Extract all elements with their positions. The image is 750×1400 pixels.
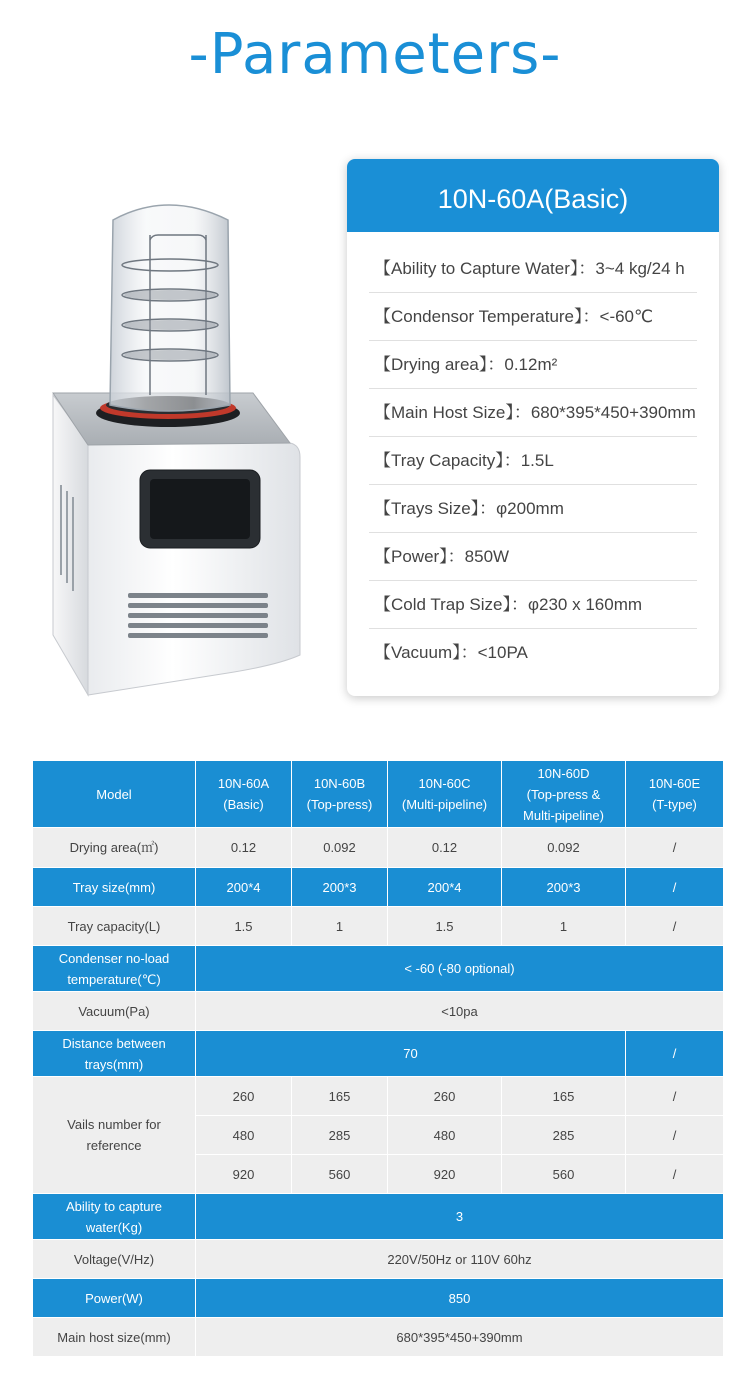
row-label-voltage: Voltage(V/Hz) [33, 1240, 196, 1279]
table-cell: 200*3 [502, 868, 626, 907]
spec-condensor-temperature: 【Condensor Temperature】：<-60℃ [369, 293, 697, 341]
table-cell: 165 [292, 1077, 388, 1116]
row-label-capture-water: Ability to capture water(Kg) [33, 1194, 196, 1240]
parameter-table [32, 760, 724, 1357]
table-cell: 920 [388, 1155, 502, 1194]
spec-vacuum: 【Vacuum】：<10PA [374, 643, 528, 662]
header-model: Model [33, 761, 196, 828]
table-cell: / [626, 1031, 724, 1077]
table-cell: 680*395*450+390mm [196, 1318, 724, 1357]
table-cell: 0.092 [502, 828, 626, 868]
spec-drying-area: 【Drying area】：0.12m² [369, 341, 697, 389]
table-row [33, 907, 724, 946]
spec-cold-trap-size: 【Cold Trap Size】：φ230 x 160mm [369, 581, 697, 629]
table-cell: 920 [196, 1155, 292, 1194]
table-cell: 0.12 [196, 828, 292, 868]
spec-main-host-size: 【Main Host Size】：680*395*450+390mm [369, 389, 697, 437]
table-cell: / [626, 868, 724, 907]
table-row [33, 828, 724, 868]
header-10n-60a: 10N-60A (Basic) [196, 761, 292, 828]
table-cell: 1.5 [388, 907, 502, 946]
table-row [33, 1240, 724, 1279]
header-10n-60e: 10N-60E (T-type) [626, 761, 724, 828]
table-cell: / [626, 907, 724, 946]
table-cell: 285 [292, 1116, 388, 1155]
row-label-power: Power(W) [33, 1279, 196, 1318]
table-cell: / [626, 1116, 724, 1155]
table-header-row [33, 761, 724, 828]
table-row [33, 946, 724, 992]
spec-card [347, 159, 719, 696]
row-label-vails-number: Vails number for reference [33, 1077, 196, 1194]
row-label-tray-capacity: Tray capacity(L) [33, 907, 196, 946]
table-cell: 220V/50Hz or 110V 60hz [196, 1240, 724, 1279]
table-cell: 1 [292, 907, 388, 946]
table-cell: 200*4 [388, 868, 502, 907]
table-cell: 560 [292, 1155, 388, 1194]
table-row [33, 1194, 724, 1240]
table-cell: 260 [196, 1077, 292, 1116]
row-label-drying-area: Drying area(㎡) [33, 828, 196, 868]
table-cell: 480 [196, 1116, 292, 1155]
spec-card-title: 10N-60A(Basic) [347, 159, 719, 232]
table-cell: 0.092 [292, 828, 388, 868]
table-cell: / [626, 1155, 724, 1194]
table-row [33, 1318, 724, 1357]
header-10n-60d: 10N-60D (Top-press & Multi-pipeline) [502, 761, 626, 828]
row-label-vacuum: Vacuum(Pa) [33, 992, 196, 1031]
table-cell: 1 [502, 907, 626, 946]
table-cell: 560 [502, 1155, 626, 1194]
table-cell: / [626, 828, 724, 868]
spec-list [347, 232, 719, 677]
row-label-condenser-temperature: Condenser no-load temperature(℃) [33, 946, 196, 992]
table-row [33, 992, 724, 1031]
header-10n-60c: 10N-60C (Multi-pipeline) [388, 761, 502, 828]
table-cell: 165 [502, 1077, 626, 1116]
table-row [33, 1077, 724, 1116]
table-row [33, 1279, 724, 1318]
table-cell: 1.5 [196, 907, 292, 946]
page-title: -Parameters- [188, 22, 562, 87]
spec-tray-capacity: 【Tray Capacity】：1.5L [369, 437, 697, 485]
freeze-dryer-image [28, 195, 318, 715]
table-cell: 0.12 [388, 828, 502, 868]
table-cell: 200*3 [292, 868, 388, 907]
table-cell: 3 [196, 1194, 724, 1240]
table-cell: 200*4 [196, 868, 292, 907]
row-label-main-host-size: Main host size(mm) [33, 1318, 196, 1357]
table-row [33, 1031, 724, 1077]
table-cell: 850 [196, 1279, 724, 1318]
table-cell: < -60 (-80 optional) [196, 946, 724, 992]
spec-trays-size: 【Trays Size】：φ200mm [369, 485, 697, 533]
row-label-distance-between-trays: Distance between trays(mm) [33, 1031, 196, 1077]
header-10n-60b: 10N-60B (Top-press) [292, 761, 388, 828]
spec-power: 【Power】：850W [369, 533, 697, 581]
spec-capture-water: 【Ability to Capture Water】：3~4 kg/24 h [369, 245, 697, 293]
table-cell: 480 [388, 1116, 502, 1155]
table-row [33, 868, 724, 907]
table-cell: 70 [196, 1031, 626, 1077]
table-cell: 285 [502, 1116, 626, 1155]
table-cell: <10pa [196, 992, 724, 1031]
table-cell: 260 [388, 1077, 502, 1116]
table-cell: / [626, 1077, 724, 1116]
row-label-tray-size: Tray size(mm) [33, 868, 196, 907]
